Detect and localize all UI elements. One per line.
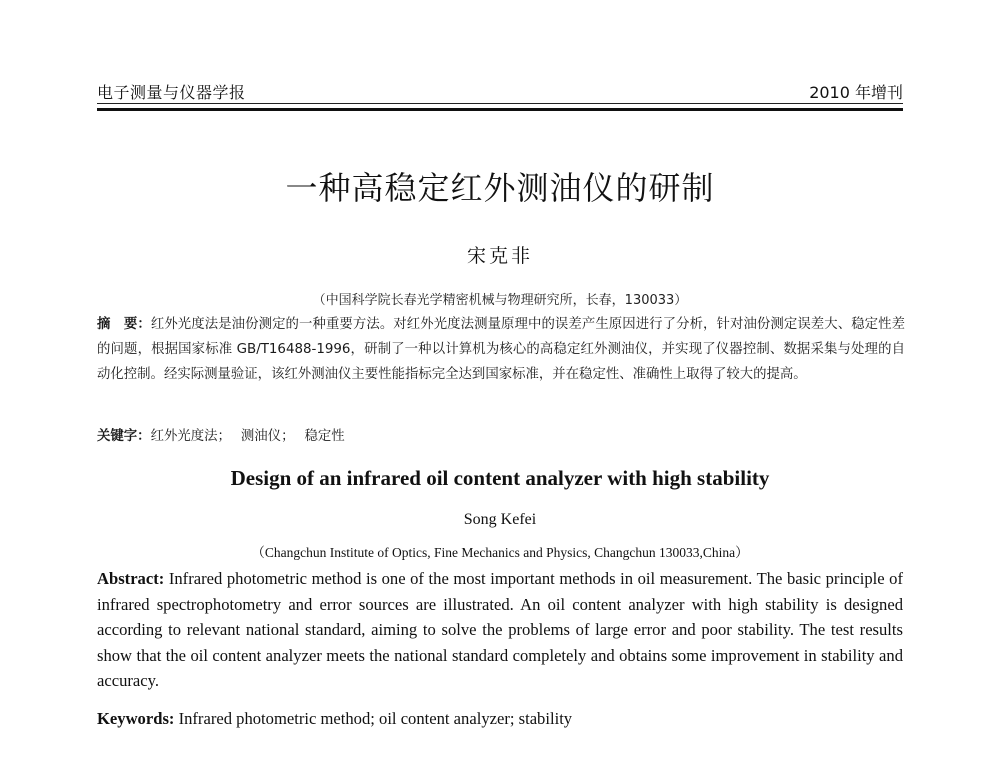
english-title: Design of an infrared oil content analyzer with high stability (230, 466, 770, 490)
header-rule-thick (97, 108, 903, 111)
chinese-author: 宋克非 (466, 245, 533, 267)
chinese-title: 一种高稳定红外测油仪的研制 (285, 169, 715, 207)
chinese-keywords (97, 424, 905, 449)
english-author: Song Kefei (463, 511, 537, 528)
header-rule-thin (97, 103, 903, 104)
english-affiliation: （Changchun Institute of Optics, Fine Mechanics and Physics, Changchun 130033,China） (251, 545, 749, 560)
chinese-keyword: 红外光度法； (150, 429, 231, 444)
running-header (97, 76, 903, 102)
chinese-abstract-label: 摘 要： (97, 317, 151, 332)
chinese-abstract (97, 312, 905, 387)
chinese-keywords-label: 关键字： (97, 429, 151, 444)
english-abstract (97, 566, 903, 694)
english-abstract-label: Abstract: (97, 569, 165, 588)
english-keywords-text: Infrared photometric method; oil content analyzer; stability (174, 709, 573, 728)
issue-label: 2010 年增刊 (809, 83, 903, 102)
english-keywords (97, 706, 903, 731)
english-keywords-label: Keywords: (97, 709, 175, 728)
journal-name: 电子测量与仪器学报 (97, 83, 246, 102)
english-abstract-text: Infrared photometric method is one of the most important methods in oil measurement. The basic principle of infrared spectrophotometry and error sources are illustrated. An oil content analyzer with high stability is designed according to relevant national standard, aiming to solve the problems of large error and poor stability. The test results show that the oil content analyzer meets the national standard completely and obtains some improvement in stability and accuracy. (97, 569, 903, 690)
chinese-keyword: 测油仪； (240, 429, 295, 444)
chinese-affiliation: （中国科学院长春光学精密机械与物理研究所，长春，130033） (312, 293, 688, 308)
chinese-keyword: 稳定性 (304, 429, 345, 444)
chinese-abstract-text: 红外光度法是油份测定的一种重要方法。对红外光度法测量原理中的误差产生原因进行了分析，针对油份测定误差大、稳定性差的问题，根据国家标准 GB/T16488-1996，研制了一种以计算机为核心的高稳定红外测油仪，并实现了仪器控制、数据采集与处理的自动化控制。经实际测量验证，该红外测油仪主要性能指标完全达到国家标准，并在稳定性、准确性上取得了较大的提高。 (97, 317, 905, 382)
